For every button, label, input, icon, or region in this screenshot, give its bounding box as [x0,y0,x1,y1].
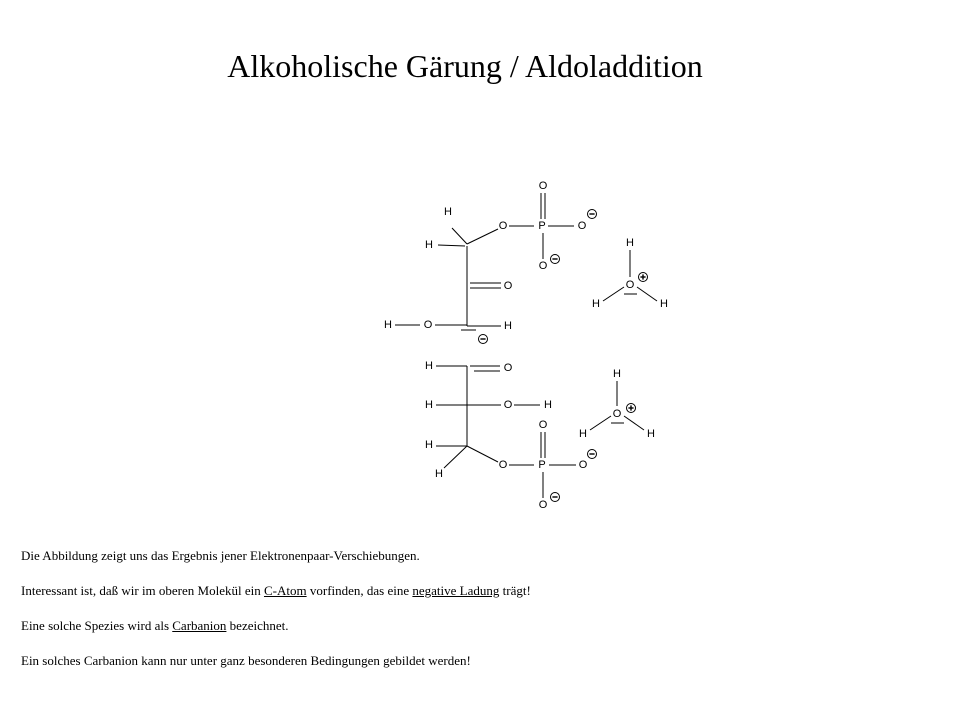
atom-o-lower-carbonyl: O [503,362,513,374]
atom-o-upper-ester: O [498,220,508,232]
bond-low-c3-o [467,446,498,462]
atom-h-upper-c1-left: H [425,239,433,251]
atom-h-lower-c3-left: H [425,439,433,451]
text-line-2 [21,583,921,599]
atom-p-upper: P [538,220,546,232]
atom-h-lower-c1: H [425,360,433,372]
c-atom-link[interactable]: C-Atom [263,583,307,598]
charge-minus-upper-p-bottom [551,255,560,264]
atom-o-upper-p-right: O [577,220,587,232]
atom-o-lower-p-right: O [578,459,588,471]
text-line-2-part-2: vorfinden, das eine [306,583,413,598]
atom-p-lower: P [538,459,546,471]
atom-h3o-upper-o: O [625,279,635,291]
text-line-2-part-3: trägt! [499,583,531,598]
atom-o-upper-hydroxyl: O [423,319,433,331]
atom-o-upper-p-top: O [538,180,548,192]
atom-h-upper-hydroxyl: H [384,319,392,331]
text-line-1: Die Abbildung zeigt uns das Ergebnis jener Elektronenpaar-Verschiebungen. [21,548,420,563]
atom-h-lower-c2: H [425,399,433,411]
bond-h3o-upper-h-left [603,287,624,301]
atom-h3o-lower-h-right: H [647,428,655,440]
atom-h-upper-c3: H [504,320,512,332]
charge-minus-carbanion [479,335,488,344]
text-line-3 [21,618,921,634]
charges [479,210,648,502]
bond-h3o-upper-h-right [637,287,657,301]
bond-c1-h-left [438,245,465,246]
atom-h3o-lower-o: O [612,408,622,420]
atom-h-upper-c1-top: H [444,206,452,218]
atom-h3o-lower-h-left: H [579,428,587,440]
bond-c1-o [467,229,498,244]
atom-o-lower-p-bottom: O [538,499,548,511]
bond-h3o-lower-h-right [624,416,644,430]
bond-low-c3-h-bottom [444,446,467,468]
atoms [384,180,668,511]
text-line-3-part-1: Eine solche Spezies wird als [21,618,173,633]
negative-charge-link[interactable]: negative Ladung [412,583,500,598]
atom-o-upper-p-bottom: O [538,260,548,272]
atom-o-lower-ester: O [498,459,508,471]
carbanion-link[interactable]: Carbanion [172,618,227,633]
atom-o-lower-p-top: O [538,419,548,431]
charge-minus-lower-p-right [588,450,597,459]
atom-h-lower-c3-bottom: H [435,468,443,480]
atom-h3o-upper-h-left: H [592,298,600,310]
atom-h-lower-hydroxyl: H [544,399,552,411]
charge-minus-lower-p-bottom [551,493,560,502]
charge-plus-h3o-upper [639,273,648,282]
explanation-text [21,548,921,688]
text-line-4: Ein solches Carbanion kann nur unter ganz besonderen Bedingungen gebildet werden! [21,653,471,668]
atom-o-lower-hydroxyl: O [503,399,513,411]
atom-o-upper-carbonyl: O [503,280,513,292]
atom-h3o-upper-h-right: H [660,298,668,310]
charge-plus-h3o-lower [627,404,636,413]
atom-h3o-lower-h-top: H [613,368,621,380]
text-line-2-part-1: Interessant ist, daß wir im oberen Molekül ein [21,583,264,598]
bond-h3o-lower-h-left [590,416,611,430]
text-line-3-part-2: bezeichnet. [226,618,289,633]
page-title: Alkoholische Gärung / Aldoladdition [227,48,703,84]
bond-c1-h-top [452,228,467,244]
charge-minus-upper-p-right [588,210,597,219]
bonds [395,193,657,498]
atom-h3o-upper-h-top: H [626,237,634,249]
